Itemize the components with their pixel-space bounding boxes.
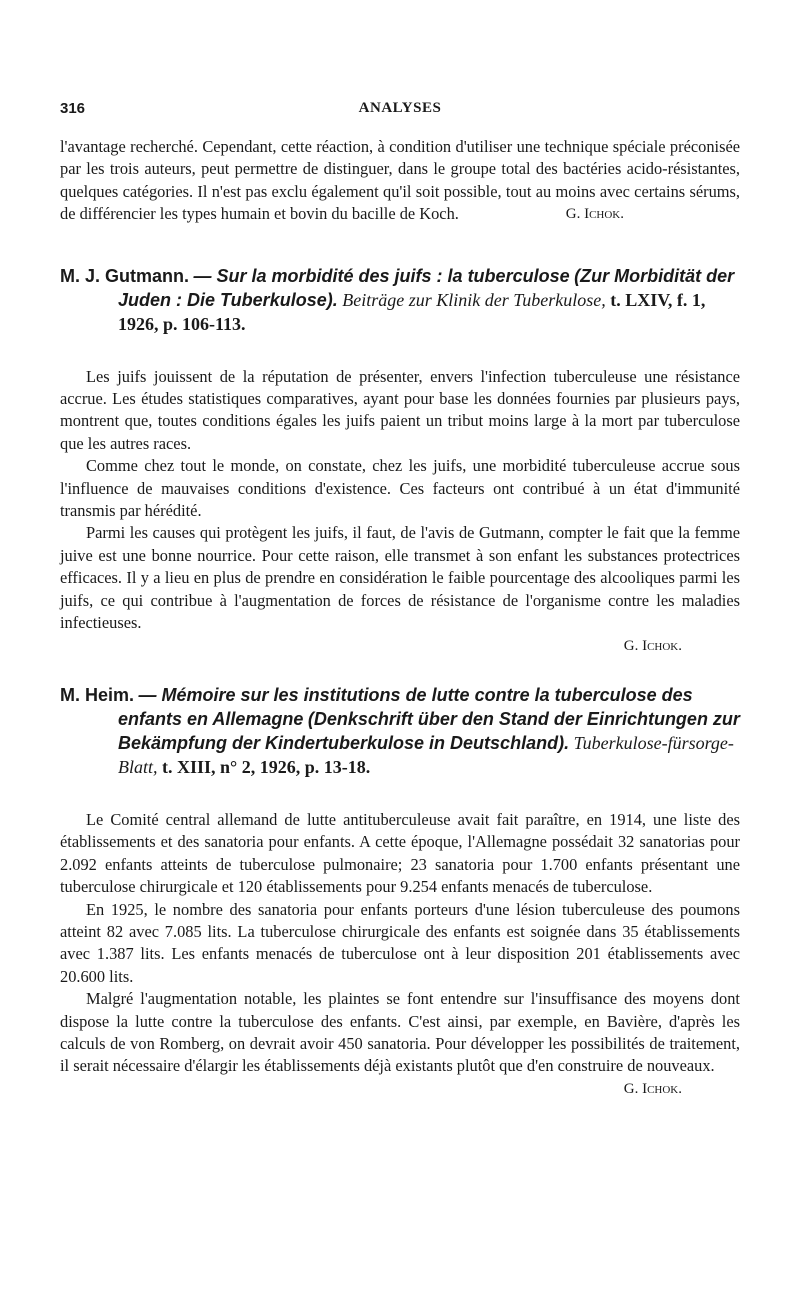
article2-signature: G. Ichok. [623,1080,682,1097]
article1-paragraph-2: Comme chez tout le monde, on constate, chez les juifs, une morbidité tuberculeuse accrue sous l'influence de mauvaises conditions d'existence. Ces facteurs ont contribué à un état d'immunité transmis par hérédité. [60,456,740,521]
article1-signature: G. Ichok. [623,637,682,654]
page-header [60,100,740,130]
article2-body [60,809,740,1100]
article1-original-title: (Zur Morbidität der Juden : Die Tuberkulose). [118,265,735,310]
article1-paragraph-3: Parmi les causes qui protègent les juifs, il faut, de l'avis de Gutmann, compter le fait que la femme juive est une bonne nourrice. Pour cette raison, elle transmet à son enfant les substances protectrices efficaces. Il y a lieu en plus de prendre en considération le faible pourcentage des alcooliques parmi les juifs, ce qui contribue à l'augmentation de forces de résistance de l'organisme contre les maladies infectieuses. [60,523,740,633]
article1-journal: Beiträge zur Klinik der Tuberkulose, [342,289,606,310]
article2-title: — Mémoire sur les institutions de lutte contre la tuberculose des enfants en Allemagne [118,684,693,729]
article2-paragraph-1: Le Comité central allemand de lutte antituberculeuse avait fait paraître, en 1914, une liste des établissements et des sanatoria pour enfants. A cette époque, l'Allemagne possédait 32 sanatorias pour 2.092 enfants atteints de tuberculose pulmonaire; 23 sanatoria pour 1.700 enfants présentant une tuberculose chirurgicale et 120 établissements pour 9.254 enfants menacés de tuberculose. [60,809,740,897]
article1-reference: t. LXIV, f. 1, 1926, p. 106-113. [118,289,706,334]
article1-body [60,366,740,657]
article2-heading [60,683,740,779]
article1-title: — Sur la morbidité des juifs : la tuberculose [193,265,570,286]
article2-journal: Tuberkulose-fürsorge-Blatt, [118,732,734,777]
article2-paragraph-3: Malgré l'augmentation notable, les plaintes se font entendre sur l'insuffisance des moyens dont dispose la lutte contre la tuberculose des enfants. C'est ainsi, par exemple, en Bavière, d'après les calculs de von Romberg, on devrait avoir 450 sanatoria. Pour développer les possibilités de traitement, il serait nécessaire d'élargir les établissements déjà existants plutôt que d'en construire de nouveaux. [60,989,740,1076]
article2-author: M. Heim. [60,684,135,705]
intro-signature [566,203,682,225]
article1-paragraph-1: Les juifs jouissent de la réputation de présenter, envers l'infection tuberculeuse une résistance accrue. Les études statistiques comparatives, ayant pour base les données fournies par plusieurs pays, montrent que, toutes conditions égales les juifs paient un tribut moins large à la mort par tuberculose que les autres races. [60,366,740,453]
page-number: 316 [60,100,86,117]
article2-paragraph-2: En 1925, le nombre des sanatoria pour enfants porteurs d'une lésion tuberculeuse des poumons atteint 82 avec 7.085 lits. La tuberculose chirurgicale des enfants est soignée dans 35 établissements avec 1.387 lits. Les enfants menacés de tuberculose ont à leur disposition 201 établissements avec 20.600 lits. [60,899,740,986]
intro-text: l'avantage recherché. Cependant, cette réaction, à condition d'utiliser une technique spéciale préconisée par les trois auteurs, peut permettre de distinguer, dans le groupe total des bactéries acido-résistantes, quelques catégories. Il n'est pas exclu également qu'il soit possible, tout au moins avec certains sérums, de différencier les types humain et bovin du bacille de Koch. [60,137,740,224]
article2-reference: t. XIII, n° 2, 1926, p. 13-18. [162,756,371,777]
running-title: ANALYSES [358,100,442,116]
intro-paragraph [60,136,740,226]
page [60,100,740,1100]
article1-author: M. J. Gutmann. [60,265,190,286]
intro-section [60,136,740,226]
article2-original-title: (Denkschrift über den Stand der Einrichtungen zur Bekämpfung der Kindertuberkulose in Deutschland). [118,708,740,753]
intro-signature-text: G. Ichok. [565,206,624,223]
article1-heading [60,264,740,336]
